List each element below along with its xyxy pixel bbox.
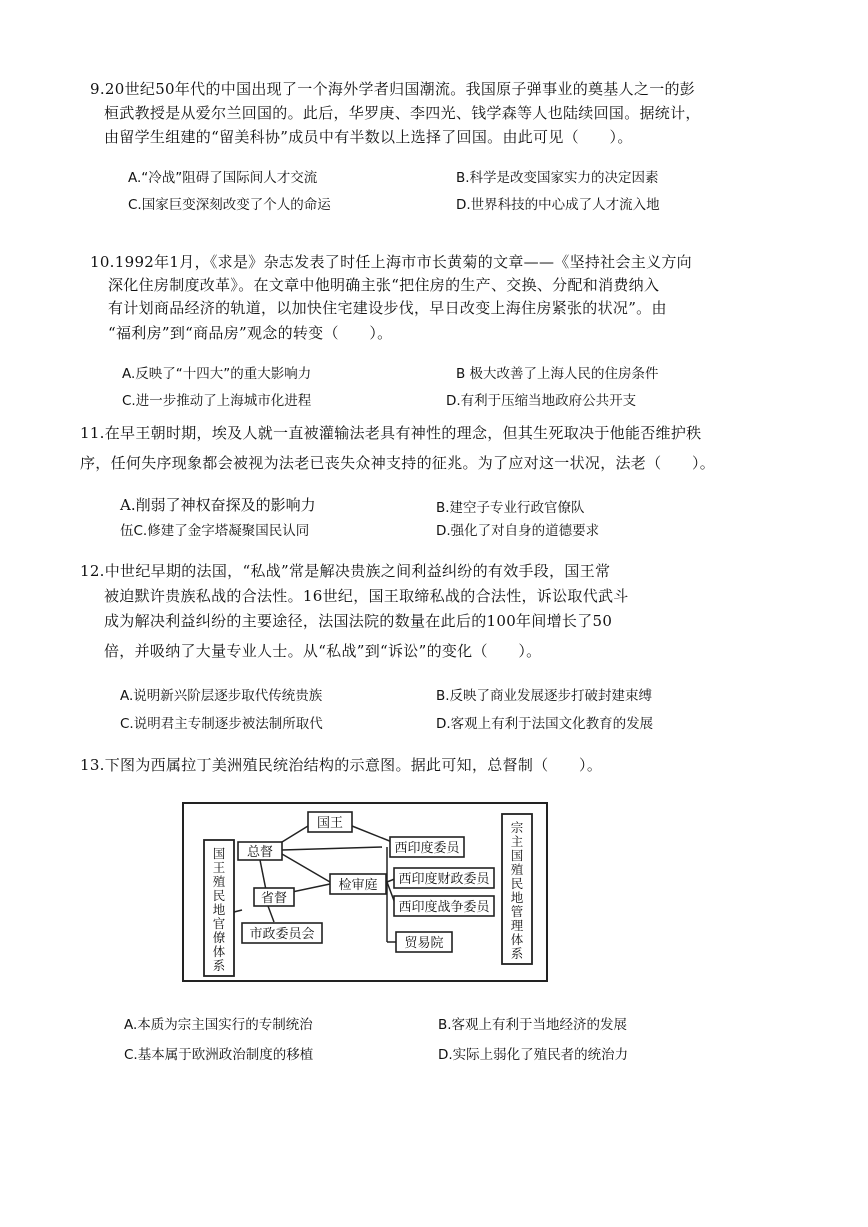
left-column-char: 地 bbox=[212, 902, 226, 917]
question-9-option-b[interactable]: B.科学是改变国家实力的决定因素 bbox=[456, 170, 659, 186]
colonial-structure-diagram bbox=[182, 802, 550, 984]
finance-label: 西印度财政委员 bbox=[398, 872, 490, 887]
question-10-option-a[interactable]: A.反映了“十四大”的重大影响力 bbox=[122, 366, 312, 382]
left-column-text bbox=[213, 846, 226, 973]
question-12-option-d[interactable]: D.客观上有利于法国文化教育的发展 bbox=[436, 716, 654, 732]
west-indies-label: 西印度委员 bbox=[394, 841, 460, 856]
question-13-line-1: 13.下图为西属拉丁美洲殖民统治结构的示意图。据此可知，总督制（ ）。 bbox=[80, 756, 603, 774]
right-column-char: 体 bbox=[510, 932, 524, 947]
question-10-line-2: 深化住房制度改革》。在文章中他明确主张“把住房的生产、交换、分配和消费纳入 bbox=[108, 276, 660, 294]
question-11-option-a[interactable]: A.削弱了神权奋探及的影响力 bbox=[120, 496, 316, 514]
question-12-option-a[interactable]: A.说明新兴阶层逐步取代传统贵族 bbox=[120, 688, 323, 704]
war-label: 西印度战争委员 bbox=[398, 900, 490, 915]
right-column-text bbox=[511, 820, 524, 961]
left-column-char: 民 bbox=[212, 888, 226, 903]
right-column-char: 系 bbox=[510, 946, 524, 961]
question-9-option-c[interactable]: C.国家巨变深刻改变了个人的命运 bbox=[128, 197, 331, 213]
king-label: 国王 bbox=[316, 816, 344, 831]
question-11-option-c[interactable]: 伍C.修建了金字塔凝聚国民认同 bbox=[120, 523, 310, 539]
left-column-char: 国 bbox=[212, 846, 226, 861]
left-column-char: 官 bbox=[212, 916, 226, 931]
left-column-char: 僚 bbox=[212, 930, 226, 945]
question-12-line-3: 成为解决利益纠纷的主要途径，法国法院的数量在此后的100年间增长了50 bbox=[104, 612, 613, 630]
question-12-line-4: 倍，并吸纳了大量专业人士。从“私战”到“诉讼”的变化（ ）。 bbox=[104, 642, 542, 660]
trade-label: 贸易院 bbox=[404, 936, 444, 951]
question-13-option-b[interactable]: B.客观上有利于当地经济的发展 bbox=[438, 1017, 628, 1033]
question-13-option-a[interactable]: A.本质为宗主国实行的专制统治 bbox=[124, 1017, 313, 1033]
question-10-line-1: 10.1992年1月，《求是》杂志发表了时任上海市市长黄菊的文章——《坚持社会主义方向 bbox=[90, 253, 692, 271]
question-11-option-d[interactable]: D.强化了对自身的道德要求 bbox=[436, 523, 600, 539]
left-column-char: 系 bbox=[212, 958, 226, 973]
question-9-option-a[interactable]: A.“冷战”阻碍了国际间人才交流 bbox=[128, 170, 318, 186]
governor-label: 省督 bbox=[260, 891, 288, 906]
right-column-char: 殖 bbox=[510, 862, 524, 877]
question-9-line-1: 9.20世纪50年代的中国出现了一个海外学者归国潮流。我国原子弹事业的奠基人之一的彭 bbox=[90, 80, 696, 98]
question-12-line-1: 12.中世纪早期的法国，“私战”常是解决贵族之间利益纠纷的有效手段，国王常 bbox=[80, 562, 611, 580]
question-11-line-2: 序，任何失序现象都会被视为法老已丧失众神支持的征兆。为了应对这一状况，法老（ ）。 bbox=[80, 454, 716, 472]
left-column-char: 体 bbox=[212, 944, 226, 959]
question-9-line-3: 由留学生组建的“留美科协”成员中有半数以上选择了回国。由此可见（ ）。 bbox=[104, 128, 633, 146]
right-column-char: 理 bbox=[510, 918, 524, 933]
audiencia-label: 检审庭 bbox=[338, 878, 378, 893]
question-9-option-d[interactable]: D.世界科技的中心成了人才流入地 bbox=[456, 197, 660, 213]
question-10-option-d[interactable]: D.有利于压缩当地政府公共开支 bbox=[446, 393, 637, 409]
viceroy-label: 总督 bbox=[246, 845, 274, 860]
question-12-line-2: 被迫默许贵族私战的合法性。16世纪，国王取缔私战的合法性，诉讼取代武斗 bbox=[104, 587, 629, 605]
right-column-char: 地 bbox=[510, 890, 524, 905]
right-column-char: 宗 bbox=[510, 820, 524, 835]
question-11-option-b[interactable]: B.建空子专业行政官僚队 bbox=[436, 500, 585, 516]
right-column-char: 国 bbox=[510, 848, 524, 863]
council-label: 市政委员会 bbox=[249, 927, 315, 942]
question-12-option-c[interactable]: C.说明君主专制逐步被法制所取代 bbox=[120, 716, 323, 732]
left-column-char: 殖 bbox=[212, 874, 226, 889]
left-column-char: 王 bbox=[212, 860, 226, 875]
right-column-char: 管 bbox=[510, 904, 524, 919]
question-10-line-3: 有计划商品经济的轨道，以加快住宅建设步伐，早日改变上海住房紧张的状况”。由 bbox=[108, 299, 667, 317]
question-10-option-b[interactable]: B 极大改善了上海人民的住房条件 bbox=[456, 366, 659, 382]
question-10-option-c[interactable]: C.进一步推动了上海城市化进程 bbox=[122, 393, 312, 409]
question-12-option-b[interactable]: B.反映了商业发展逐步打破封建束缚 bbox=[436, 688, 653, 704]
question-9-line-2: 桓武教授是从爱尔兰回国的。此后，华罗庚、李四光、钱学森等人也陆续回国。据统计， bbox=[104, 104, 701, 122]
question-13-option-c[interactable]: C.基本属于欧洲政治制度的移植 bbox=[124, 1047, 314, 1063]
question-10-line-4: “福利房”到“商品房”观念的转变（ ）。 bbox=[108, 324, 393, 342]
question-13-option-d[interactable]: D.实际上弱化了殖民者的统治力 bbox=[438, 1047, 629, 1063]
question-11-line-1: 11.在早王朝时期，埃及人就一直被灌输法老具有神性的理念，但其生死取决于他能否维护秩 bbox=[80, 424, 702, 442]
right-column-char: 主 bbox=[510, 834, 524, 849]
right-column-char: 民 bbox=[510, 876, 524, 891]
